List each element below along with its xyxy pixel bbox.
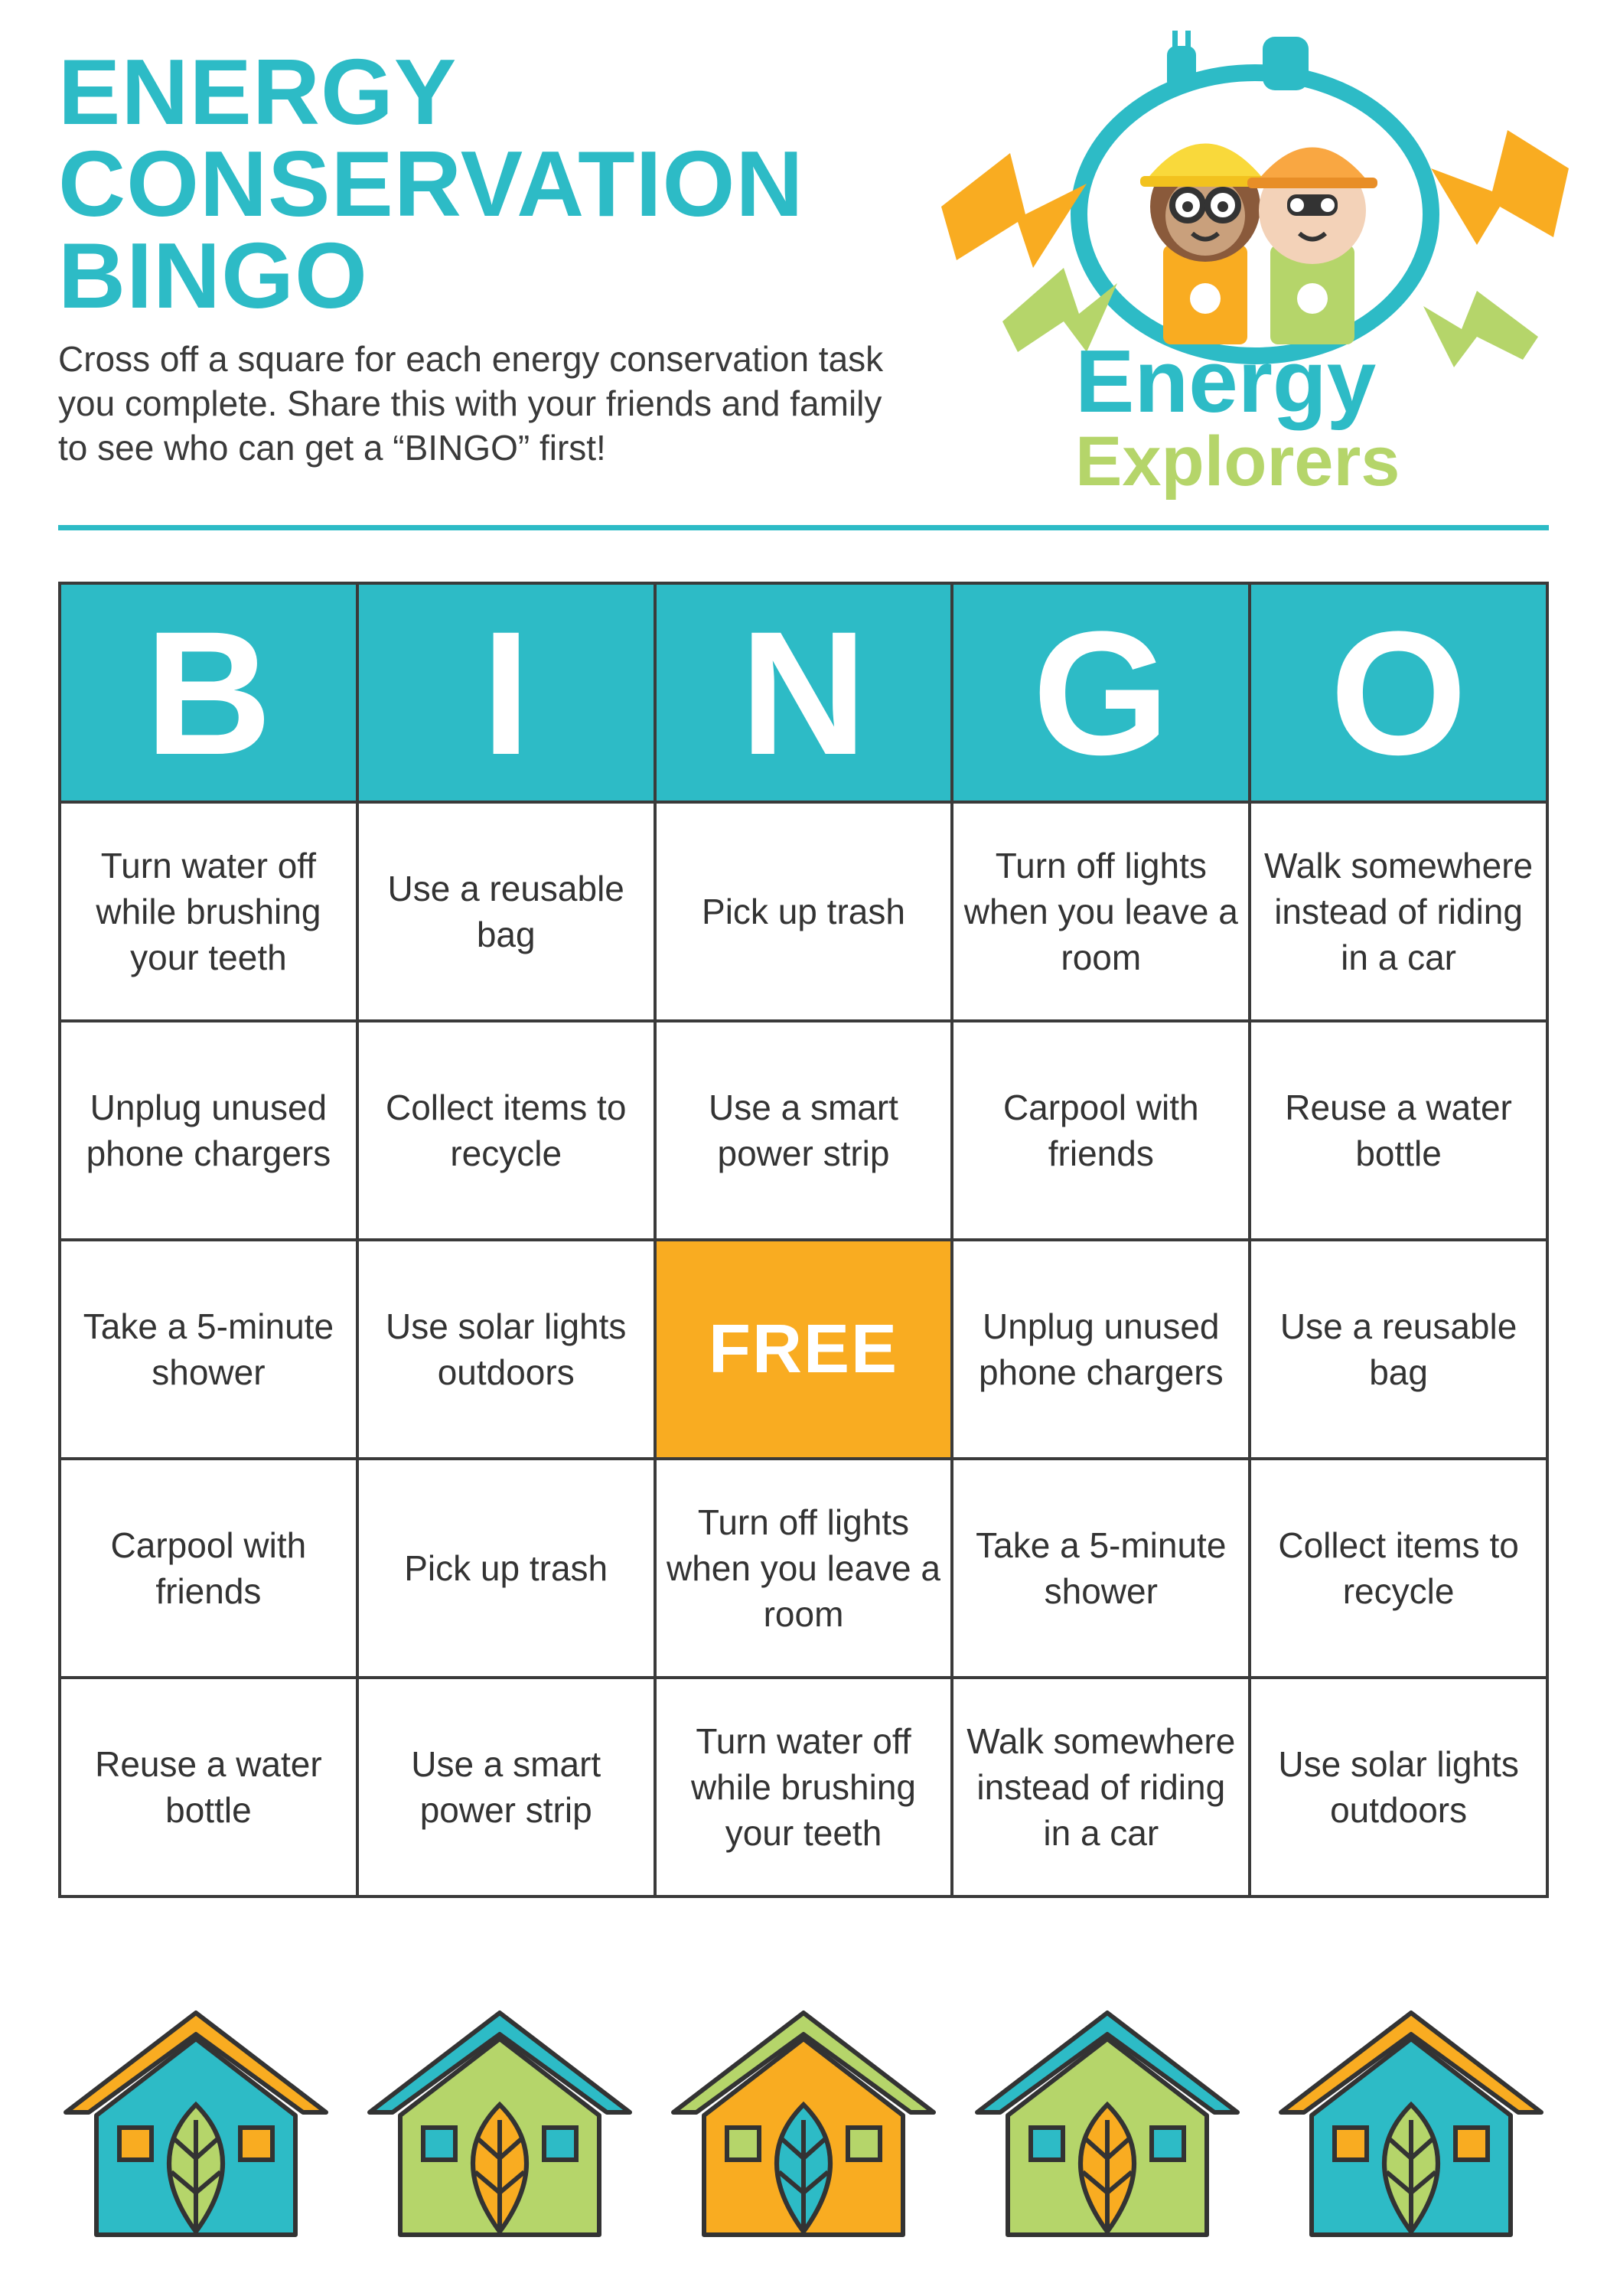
bingo-header-i: I: [357, 583, 655, 802]
bingo-square[interactable]: Walk somewhere instead of riding in a car: [952, 1678, 1250, 1896]
bingo-square[interactable]: Collect items to recycle: [357, 1021, 655, 1240]
title-line-2: CONSERVATION: [58, 132, 804, 236]
bingo-row: [60, 1240, 1547, 1459]
bingo-header-row: [60, 583, 1547, 802]
bingo-square[interactable]: Unplug unused phone chargers: [60, 1021, 357, 1240]
bingo-header-b: B: [60, 583, 357, 802]
bingo-header-o: O: [1250, 583, 1547, 802]
bingo-row: [60, 1678, 1547, 1896]
bingo-square[interactable]: Use solar lights outdoors: [1250, 1678, 1547, 1896]
bingo-header-n: N: [655, 583, 953, 802]
house-leaf-icon: [666, 2005, 941, 2250]
house-row: [58, 2005, 1549, 2250]
logo-text-energy: Energy: [1075, 331, 1377, 431]
explorer-character-1: [1140, 144, 1270, 345]
bingo-square[interactable]: Use a reusable bag: [357, 802, 655, 1021]
bingo-square[interactable]: Turn water off while brushing your teeth: [655, 1678, 953, 1896]
bingo-row: [60, 1459, 1547, 1678]
bingo-row: [60, 802, 1547, 1021]
bingo-square[interactable]: Turn off lights when you leave a room: [952, 802, 1250, 1021]
bingo-square[interactable]: Walk somewhere instead of riding in a car: [1250, 802, 1547, 1021]
bingo-square[interactable]: Use a reusable bag: [1250, 1240, 1547, 1459]
bingo-square[interactable]: Reuse a water bottle: [60, 1678, 357, 1896]
bingo-square[interactable]: Collect items to recycle: [1250, 1459, 1547, 1678]
house-leaf-icon: [362, 2005, 637, 2250]
bingo-free-square: FREE: [655, 1240, 953, 1459]
bingo-square[interactable]: Turn water off while brushing your teeth: [60, 802, 357, 1021]
logo-text-explorers: Explorers: [1075, 422, 1400, 501]
explorer-character-2: [1247, 148, 1377, 345]
bingo-square[interactable]: Reuse a water bottle: [1250, 1021, 1547, 1240]
bingo-square[interactable]: Carpool with friends: [952, 1021, 1250, 1240]
bingo-square[interactable]: Pick up trash: [357, 1459, 655, 1678]
bingo-square[interactable]: Take a 5-minute shower: [952, 1459, 1250, 1678]
bingo-square[interactable]: Use a smart power strip: [357, 1678, 655, 1896]
bingo-square[interactable]: Pick up trash: [655, 802, 953, 1021]
bingo-square[interactable]: Turn off lights when you leave a room: [655, 1459, 953, 1678]
page-title: [58, 40, 804, 328]
divider: [58, 525, 1549, 530]
bingo-square[interactable]: Take a 5-minute shower: [60, 1240, 357, 1459]
title-line-3: BINGO: [58, 223, 368, 328]
house-leaf-icon: [970, 2005, 1245, 2250]
intro-text: Cross off a square for each energy conservation task you complete. Share this with your friends and family to see who can get a “BINGO” first!: [58, 339, 884, 468]
bingo-board: [58, 582, 1549, 1898]
bingo-row: [60, 1021, 1547, 1240]
bingo-square[interactable]: Use a smart power strip: [655, 1021, 953, 1240]
bingo-square[interactable]: Carpool with friends: [60, 1459, 357, 1678]
bingo-square[interactable]: Unplug unused phone chargers: [952, 1240, 1250, 1459]
bingo-header-g: G: [952, 583, 1250, 802]
title-line-1: ENERGY: [58, 40, 458, 144]
bingo-square[interactable]: Use solar lights outdoors: [357, 1240, 655, 1459]
house-leaf-icon: [58, 2005, 334, 2250]
house-leaf-icon: [1273, 2005, 1549, 2250]
